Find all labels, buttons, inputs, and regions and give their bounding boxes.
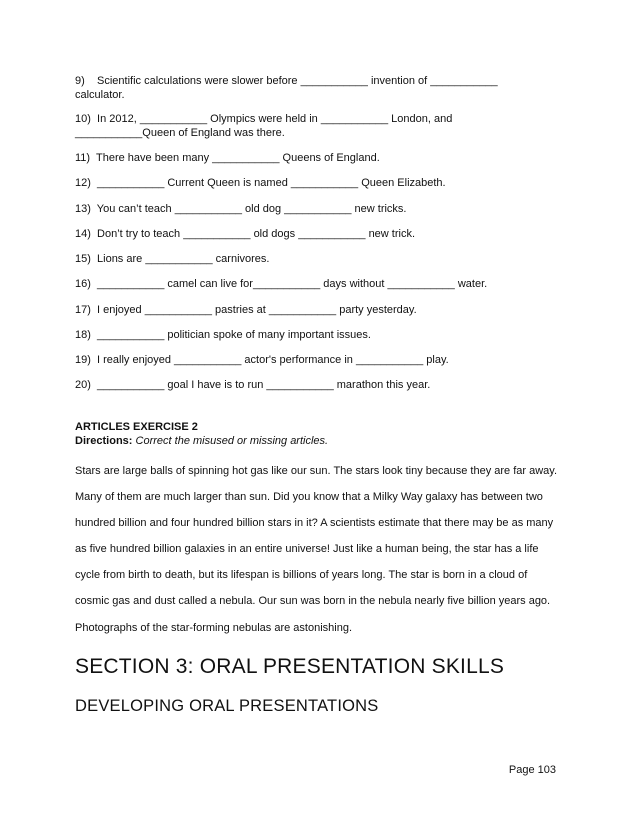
question-11: 11) There have been many ___________ Queens of England.	[75, 152, 380, 164]
subsection-heading: DEVELOPING ORAL PRESENTATIONS	[75, 697, 379, 715]
question-13: 13) You can’t teach ___________ old dog ___________ new tricks.	[75, 203, 407, 215]
exercise-title: ARTICLES EXERCISE 2	[75, 421, 198, 433]
question-10: 10) In 2012, ___________ Olympics were held in ___________ London, and ___________Queen of England was there.	[75, 113, 453, 139]
question-20: 20) ___________ goal I have is to run ___________ marathon this year.	[75, 379, 431, 391]
question-17: 17) I enjoyed ___________ pastries at ___________ party yesterday.	[75, 304, 417, 316]
question-14: 14) Don’t try to teach ___________ old dogs ___________ new trick.	[75, 228, 416, 240]
question-19: 19) I really enjoyed ___________ actor's performance in ___________ play.	[75, 354, 449, 366]
question-9: 9) Scientific calculations were slower before ___________ invention of ___________ calculator.	[75, 75, 498, 101]
question-15: 15) Lions are ___________ carnivores.	[75, 253, 270, 265]
question-16: 16) ___________ camel can live for___________ days without ___________ water.	[75, 278, 488, 290]
directions-label: Directions:	[75, 435, 133, 447]
exercise-paragraph: Stars are large balls of spinning hot gas like our sun. The stars look tiny because they are far away. Many of them are much larger than sun. Did you know that a Milky Way galaxy has between two hundred billion and four hundred billion stars in it? A scientists estimate that there may be as many as five hundred billion galaxies in an entire universe! Just like a human being, the star has a life cycle from birth to death, but its lifespan is billions of years long. The star is born in a cloud of cosmic gas and dust called a nebula. Our sun was born in the nebula nearly five billion years ago. Photographs of the star-forming nebulas are astonishing.	[75, 465, 558, 634]
section-heading: SECTION 3: ORAL PRESENTATION SKILLS	[75, 655, 505, 678]
directions-text: Correct the misused or missing articles.	[135, 435, 329, 447]
question-12: 12) ___________ Current Queen is named ___________ Queen Elizabeth.	[75, 177, 446, 189]
page-number: Page 103	[508, 764, 556, 776]
exercise-directions	[75, 434, 328, 448]
question-18: 18) ___________ politician spoke of many important issues.	[75, 329, 371, 341]
